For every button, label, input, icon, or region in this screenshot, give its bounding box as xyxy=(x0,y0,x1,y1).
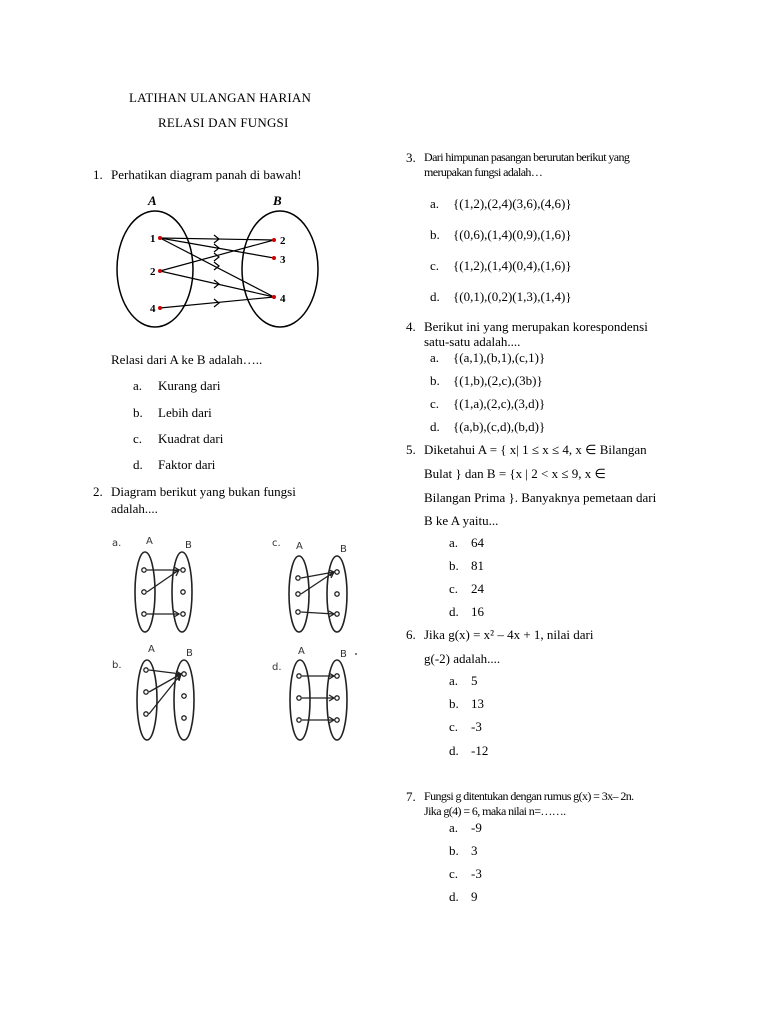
q6-number: 6. xyxy=(406,627,416,642)
q1-option-d-text: Faktor dari xyxy=(158,457,216,472)
q1-a-item-4: 4 xyxy=(150,303,156,315)
q1-a-item-2: 2 xyxy=(150,266,156,278)
q1-option-a-text: Kurang dari xyxy=(158,378,221,393)
q2-diagram-c-set-a: A xyxy=(296,541,303,552)
q2-diagram-c-set-b: B xyxy=(340,544,347,555)
q7-option-b-text: 3 xyxy=(471,843,478,858)
q1-b-item-2: 2 xyxy=(280,235,286,247)
q7-option-a-label: a. xyxy=(449,820,459,835)
q6-option-c-text: -3 xyxy=(471,719,482,734)
q5-option-a-label: a. xyxy=(449,535,459,550)
q2-line-2: adalah.... xyxy=(111,501,158,516)
q3-option-a-text: {(1,2),(2,4)(3,6),(4,6)} xyxy=(453,196,572,211)
q4-option-d-label: d. xyxy=(430,419,440,434)
q7-line-1: Fungsi g ditentukan dengan rumus g(x) = 3x– 2n. xyxy=(424,789,634,803)
q3-line-1: Dari himpunan pasangan berurutan berikut yang xyxy=(424,150,630,164)
q3-option-d-text: {(0,1),(0,2)(1,3),(1,4)} xyxy=(453,289,572,304)
q5-option-d-label: d. xyxy=(449,604,459,619)
q6-option-a-text: 5 xyxy=(471,673,478,688)
q7-option-d-text: 9 xyxy=(471,889,478,904)
q4-option-c-label: c. xyxy=(430,396,440,411)
q2-diagram-b xyxy=(112,644,202,754)
q6-option-d-text: -12 xyxy=(471,743,489,758)
q4-option-b-label: b. xyxy=(430,373,440,388)
q1-number: 1. xyxy=(93,167,103,182)
q1-option-b-text: Lebih dari xyxy=(158,405,212,420)
q2-line-1: Diagram berikut yang bukan fungsi xyxy=(111,484,296,499)
q2-diagram-d-label: d. xyxy=(272,662,282,673)
q1-a-item-1: 1 xyxy=(150,233,156,245)
q5-line-1: Diketahui A = { x| 1 ≤ x ≤ 4, x ∈ Bilangan xyxy=(424,442,647,457)
q5-option-c-label: c. xyxy=(449,581,459,596)
q4-line-2: satu-satu adalah.... xyxy=(424,334,521,349)
q3-option-d-label: d. xyxy=(430,289,440,304)
q1-option-a-label: a. xyxy=(133,378,143,393)
q2-diagram-a-label: a. xyxy=(112,538,122,549)
q2-diagram-a-set-a: A xyxy=(146,536,153,547)
q4-option-a-text: {(a,1),(b,1),(c,1)} xyxy=(453,350,546,365)
q5-option-b-text: 81 xyxy=(471,558,484,573)
q5-option-d-text: 16 xyxy=(471,604,484,619)
q2-diagram-a xyxy=(112,532,202,642)
q6-option-b-label: b. xyxy=(449,696,459,711)
q1-prompt: Relasi dari A ke B adalah….. xyxy=(111,352,263,367)
q7-line-2: Jika g(4) = 6, maka nilai n=……. xyxy=(424,804,566,818)
q6-option-c-label: c. xyxy=(449,719,459,734)
q3-line-2: merupakan fungsi adalah… xyxy=(424,165,543,179)
q7-option-b-label: b. xyxy=(449,843,459,858)
q1-set-b-ellipse xyxy=(242,211,318,327)
q1-set-a-label: A xyxy=(148,193,157,208)
q1-option-d-label: d. xyxy=(133,457,143,472)
q2-number: 2. xyxy=(93,484,103,499)
q1-text: Perhatikan diagram panah di bawah! xyxy=(111,167,302,182)
q7-option-a-text: -9 xyxy=(471,820,482,835)
q3-option-c-text: {(1,2),(1,4)(0,4),(1,6)} xyxy=(453,258,572,273)
q1-arrow-diagram xyxy=(110,192,325,332)
q4-option-b-text: {(1,b),(2,c),(3b)} xyxy=(453,373,543,388)
q2-diagram-d xyxy=(270,644,370,754)
q6-option-d-label: d. xyxy=(449,743,459,758)
q5-option-c-text: 24 xyxy=(471,581,484,596)
q5-option-a-text: 64 xyxy=(471,535,484,550)
q3-option-c-label: c. xyxy=(430,258,440,273)
q7-option-c-label: c. xyxy=(449,866,459,881)
q2-diagram-d-set-b: B xyxy=(340,649,347,660)
q3-number: 3. xyxy=(406,150,416,165)
q5-line-2: Bulat } dan B = {x | 2 < x ≤ 9, x ∈ xyxy=(424,466,606,481)
q1-set-b-label: B xyxy=(273,193,282,208)
q3-option-a-label: a. xyxy=(430,196,440,211)
q2-diagram-b-set-a: A xyxy=(148,644,155,655)
q7-number: 7. xyxy=(406,789,416,804)
q3-option-b-text: {(0,6),(1,4)(0,9),(1,6)} xyxy=(453,227,572,242)
q6-line-1: Jika g(x) = x² – 4x + 1, nilai dari xyxy=(424,627,594,642)
q5-number: 5. xyxy=(406,442,416,457)
q2-diagram-d-set-a: A xyxy=(298,646,305,657)
q4-option-d-text: {(a,b),(c,d),(b,d)} xyxy=(453,419,546,434)
q1-option-c-text: Kuadrat dari xyxy=(158,431,224,446)
q1-option-b-label: b. xyxy=(133,405,143,420)
q2-diagram-b-label: b. xyxy=(112,660,122,671)
q6-option-b-text: 13 xyxy=(471,696,484,711)
q6-line-2: g(-2) adalah.... xyxy=(424,651,501,666)
q7-option-d-label: d. xyxy=(449,889,459,904)
q2-diagram-b-set-b: B xyxy=(186,648,193,659)
page-title: LATIHAN ULANGAN HARIAN xyxy=(129,90,312,105)
q2-diagram-c xyxy=(270,532,360,642)
q7-option-c-text: -3 xyxy=(471,866,482,881)
q2-diagram-a-set-b: B xyxy=(185,540,192,551)
q5-line-3: Bilangan Prima }. Banyaknya pemetaan dari xyxy=(424,490,657,505)
q6-option-a-label: a. xyxy=(449,673,459,688)
q1-b-item-3: 3 xyxy=(280,254,286,266)
q1-b-item-4: 4 xyxy=(280,293,286,305)
q5-line-4: B ke A yaitu... xyxy=(424,513,499,528)
q3-option-b-label: b. xyxy=(430,227,440,242)
q4-option-c-text: {(1,a),(2,c),(3,d)} xyxy=(453,396,546,411)
q2-diagram-c-label: c. xyxy=(272,538,281,549)
q4-option-a-label: a. xyxy=(430,350,440,365)
q4-line-1: Berikut ini yang merupakan korespondensi xyxy=(424,319,648,334)
page-subtitle: RELASI DAN FUNGSI xyxy=(158,115,289,130)
q4-number: 4. xyxy=(406,319,416,334)
q1-option-c-label: c. xyxy=(133,431,143,446)
q5-option-b-label: b. xyxy=(449,558,459,573)
